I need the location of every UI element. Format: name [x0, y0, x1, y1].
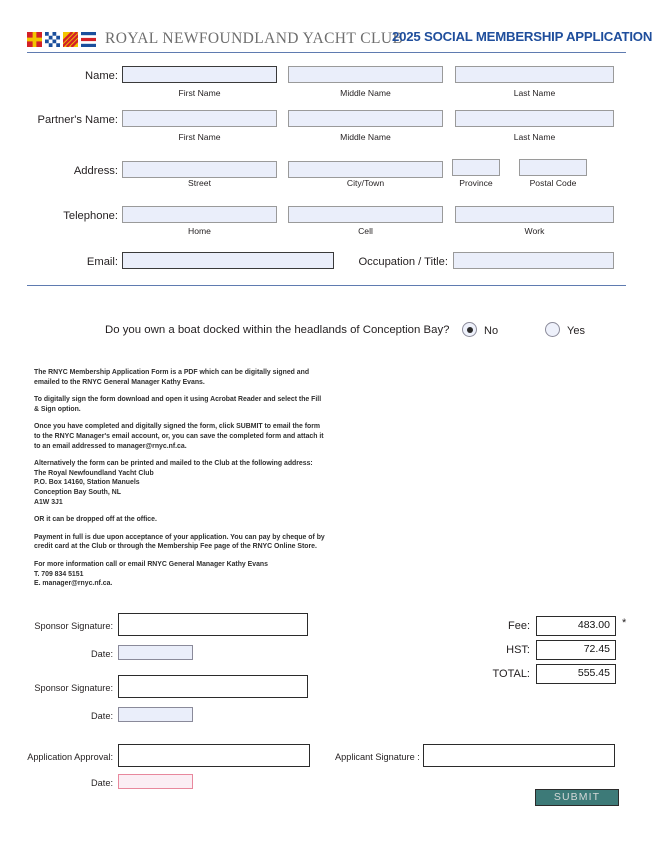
province-sublabel: Province	[459, 178, 493, 188]
name-row-label: Name:	[85, 70, 118, 82]
club-name: ROYAL NEWFOUNDLAND YACHT CLUB	[105, 30, 404, 47]
sponsor-signature-2-input[interactable]	[118, 675, 308, 698]
approval-date-input[interactable]	[118, 774, 193, 789]
form-header	[27, 28, 653, 50]
radio-yes-label: Yes	[567, 325, 585, 337]
home-phone-sublabel: Home	[188, 226, 211, 236]
signal-flag-c-icon	[81, 32, 96, 47]
hst-label: HST:	[506, 644, 530, 656]
instructions-paragraph-6: Payment in full is due upon acceptance of your application. You can pay by cheque of by credit card at the Club or through the Membership Fee page of the RNYC Online Store.	[34, 533, 325, 551]
header-divider	[27, 52, 626, 53]
email-input[interactable]	[122, 252, 334, 269]
instructions-paragraph-2: To digitally sign the form download and open it using Acrobat Reader and select the Fill & Sign option.	[34, 396, 322, 413]
postal-code-input[interactable]	[519, 159, 587, 176]
postal-code-sublabel: Postal Code	[529, 178, 577, 188]
fee-label: Fee:	[507, 620, 530, 632]
radio-yes[interactable]	[545, 322, 560, 337]
applicant-signature-input[interactable]	[423, 744, 615, 767]
application-approval-input[interactable]	[118, 744, 310, 767]
instructions-paragraph-5: OR it can be dropped off at the office.	[34, 516, 157, 524]
contact-line-1: For more information call or email RNYC General Manager Kathy Evans	[34, 560, 268, 568]
cell-phone-input[interactable]	[288, 206, 443, 223]
signal-flag-n-icon	[45, 32, 60, 47]
partner-last-name-input[interactable]	[455, 110, 614, 127]
mailing-address-line-5: A1W 3J1	[34, 498, 63, 506]
contact-email: E. manager@rnyc.nf.ca.	[34, 580, 113, 588]
fee-value[interactable]: 483.00	[536, 616, 616, 636]
sponsor-date-1-label: Date:	[91, 649, 113, 659]
sponsor-signature-2-label: Sponsor Signature:	[34, 683, 113, 693]
radio-no-label: No	[484, 325, 499, 337]
mailing-address-line-1: Alternatively the form can be printed and mailed to the Club at the following address:	[34, 460, 313, 468]
sponsor-date-2-label: Date:	[91, 711, 113, 721]
mailing-address-line-2: The Royal Newfoundland Yacht Club	[34, 469, 154, 477]
total-label: TOTAL:	[492, 668, 530, 680]
email-row-label: Email:	[86, 256, 118, 268]
sponsor-signature-1-input[interactable]	[118, 613, 308, 636]
work-phone-input[interactable]	[455, 206, 614, 223]
section-divider	[27, 285, 626, 286]
approval-date-label: Date:	[91, 778, 113, 788]
first-name-sublabel: First Name	[178, 88, 221, 98]
last-name-input[interactable]	[455, 66, 614, 83]
partner-middle-name-sublabel: Middle Name	[340, 132, 391, 142]
occupation-row-label: Occupation / Title:	[358, 256, 448, 268]
sponsor-signature-1-label: Sponsor Signature:	[34, 621, 113, 631]
street-sublabel: Street	[188, 178, 211, 188]
burgee-flags	[27, 32, 96, 47]
applicant-signature-label: Applicant Signature :	[335, 752, 420, 762]
middle-name-input[interactable]	[288, 66, 443, 83]
signal-flag-y-icon	[63, 32, 78, 47]
signal-flag-r-icon	[27, 32, 42, 47]
hst-value[interactable]: 72.45	[536, 640, 616, 660]
mailing-address-line-4: Conception Bay South, NL	[34, 488, 121, 496]
mailing-address-line-3: P.O. Box 14160, Station Manuels	[34, 479, 140, 487]
form-title: 2025 SOCIAL MEMBERSHIP APPLICATION	[392, 29, 653, 44]
instructions-block	[34, 368, 326, 589]
radio-no[interactable]	[462, 322, 477, 337]
middle-name-sublabel: Middle Name	[340, 88, 391, 98]
sponsor-date-2-input[interactable]	[118, 707, 193, 722]
work-phone-sublabel: Work	[524, 226, 545, 236]
contact-phone: T. 709 834 5151	[34, 570, 84, 578]
fee-asterisk: *	[622, 617, 627, 629]
radio-no-dot	[467, 327, 473, 333]
application-approval-label: Application Approval:	[27, 752, 113, 762]
total-value[interactable]: 555.45	[536, 664, 616, 684]
partner-first-name-sublabel: First Name	[178, 132, 221, 142]
partner-name-row-label: Partner's Name:	[37, 114, 118, 126]
province-input[interactable]	[452, 159, 500, 176]
boat-question-text: Do you own a boat docked within the headlands of Conception Bay?	[105, 324, 450, 336]
telephone-row-label: Telephone:	[63, 210, 118, 222]
address-row-label: Address:	[73, 165, 118, 177]
cell-phone-sublabel: Cell	[358, 226, 373, 236]
first-name-input[interactable]	[122, 66, 277, 83]
instructions-paragraph-3: Once you have completed and digitally signed the form, click SUBMIT to email the form to the RNYC Manager's email account, or, you can save the completed form and attach it to an email addressed to manager@rnyc.nf.ca.	[34, 423, 324, 450]
last-name-sublabel: Last Name	[513, 88, 556, 98]
occupation-input[interactable]	[453, 252, 614, 269]
sponsor-date-1-input[interactable]	[118, 645, 193, 660]
partner-middle-name-input[interactable]	[288, 110, 443, 127]
submit-button[interactable]: SUBMIT	[535, 789, 619, 806]
street-input[interactable]	[122, 161, 277, 178]
home-phone-input[interactable]	[122, 206, 277, 223]
partner-first-name-input[interactable]	[122, 110, 277, 127]
city-input[interactable]	[288, 161, 443, 178]
instructions-paragraph-1: The RNYC Membership Application Form is a PDF which can be digitally signed and emailed to the RNYC General Manager Kathy Evans.	[34, 369, 310, 386]
partner-last-name-sublabel: Last Name	[513, 132, 556, 142]
city-sublabel: City/Town	[346, 178, 385, 188]
